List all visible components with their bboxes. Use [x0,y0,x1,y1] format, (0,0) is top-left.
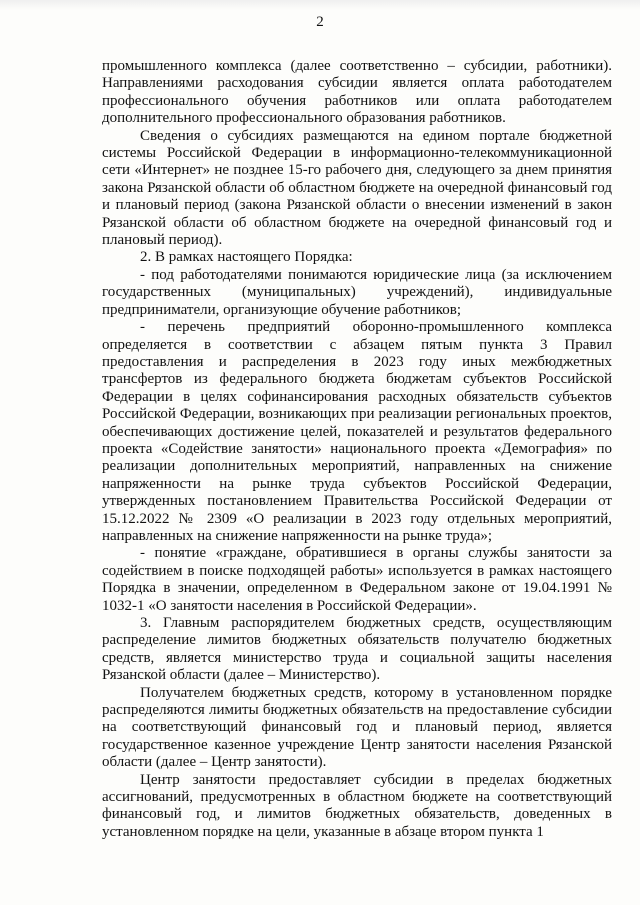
page-number: 2 [316,14,324,30]
paragraph-5: - перечень предприятий оборонно-промышленного комплекса определяется в соответствии с абзацем пятым пункта 3 Правил предоставления и распределения в 2023 году иных межбюджетных трансфертов из федерального бюджета бюджетам субъектов Российской Федерации в целях софинансирования расходных обязательств субъектов Российской Федерации, возникающих при реализации региональных проектов, обеспечивающих достижение целей, показателей и результатов федерального проекта «Содействие занятости» национального проекта «Демография» по реализации дополнительных мероприятий, направленных на снижение напряженности на рынке труда субъектов Российской Федерации, утвержденных постановлением Правительства Российской Федерации от 15.12.2022 № 2309 «О реализации в 2023 году отдельных мероприятий, направленных на снижение напряженности на рынке труда»; [102,319,612,544]
paragraph-8: Получателем бюджетных средств, которому в установленном порядке распределяются лимиты бюджетных обязательств на предоставление субсидии на соответствующий финансовый год и плановый период, является государственное казенное учреждение Центр занятости населения Рязанской области (далее – Центр занятости). [102,684,612,771]
paragraph-4: - под работодателями понимаются юридические лица (за исключением государственных (муниципальных) учреждений), индивидуальные предприниматели, организующие обучение работников; [102,266,612,318]
paragraph-3: 2. В рамках настоящего Порядка: [140,249,353,266]
paragraph-2: Сведения о субсидиях размещаются на едином портале бюджетной системы Российской Федерации в информационно-телекоммуникационной сети «Интернет» не позднее 15-го рабочего дня, следующего за днем принятия закона Рязанской области об областном бюджете на очередной финансовый год и плановый период (закона Рязанской области о внесении изменений в закон Рязанской области об областном бюджете на очередной финансовый год и плановый период). [102,127,612,249]
paragraph-6: - понятие «граждане, обратившиеся в органы службы занятости за содействием в поиске подходящей работы» используется в рамках настоящего Порядка в значении, определенном в Федеральном законе от 19.04.1991 № 1032-1 «О занятости населения в Российской Федерации». [102,545,612,614]
paragraph-7: 3. Главным распорядителем бюджетных средств, осуществляющим распределение лимитов бюджетных обязательств получателю бюджетных средств, является министерство труда и социальной защиты населения Рязанской области (далее – Министерство). [102,615,612,684]
paragraph-1: промышленного комплекса (далее соответственно – субсидии, работники). Направлениями расходования субсидии является оплата работодателем профессионального обучения работников или оплата работодателем дополнительного профессионального образования работников. [102,58,612,127]
paragraph-9: Центр занятости предоставляет субсидии в пределах бюджетных ассигнований, предусмотренных в областном бюджете на соответствующий финансовый год, и лимитов бюджетных обязательств, доведенных в установленном порядке на цели, указанные в абзаце втором пункта 1 [102,771,612,840]
scan-edge [0,0,640,10]
document-body [102,58,612,841]
